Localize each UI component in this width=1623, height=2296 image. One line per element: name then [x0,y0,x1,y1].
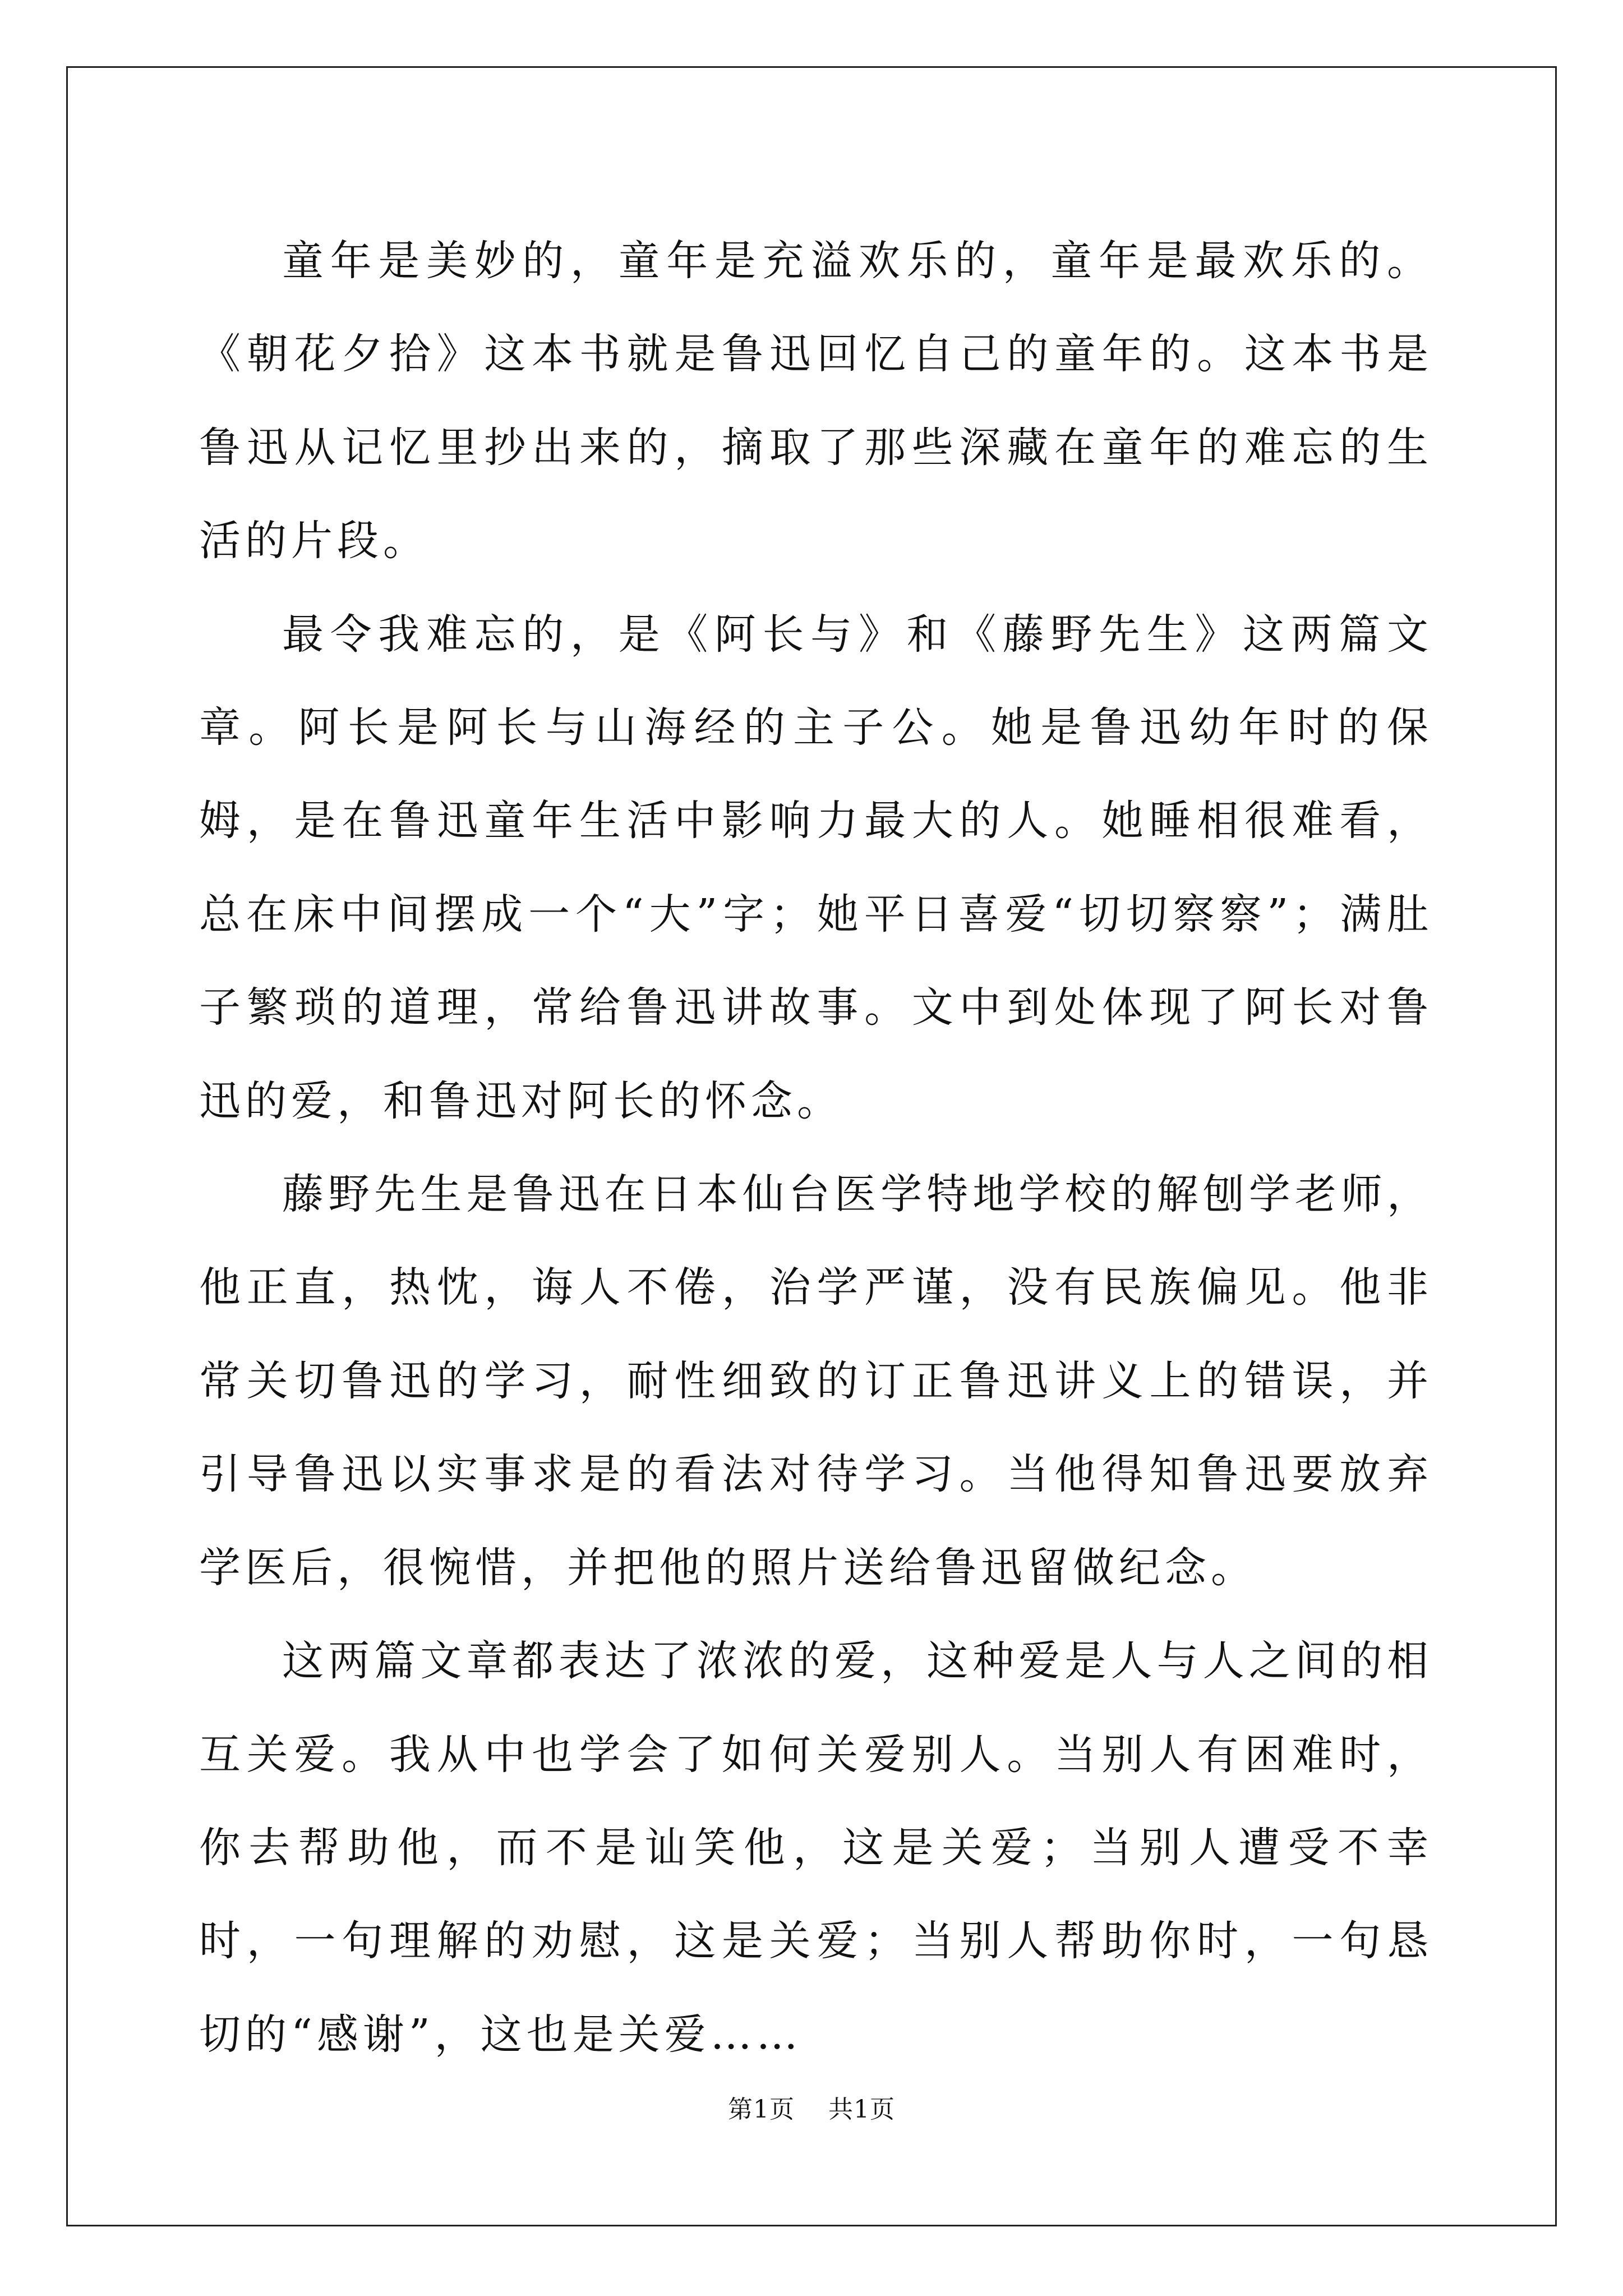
page-total: 共1页 [828,2095,895,2124]
paragraph-4: 这两篇文章都表达了浓浓的爱，这种爱是人与人之间的相互关爱。我从中也学会了如何关爱别人。当别人有困难时，你去帮助他，而不是讪笑他，这是关爱；当别人遭受不幸时，一句理解的劝慰，这是关爱；当别人帮助你时，一句恳切的“感谢”，这也是关爱…… [199,1637,1433,2059]
paragraph-1: 童年是美妙的，童年是充溢欢乐的，童年是最欢乐的。《朝花夕拾》这本书就是鲁迅回忆自己的童年的。这本书是鲁迅从记忆里抄出来的，摘取了那些深藏在童年的难忘的生活的片段。 [199,237,1433,565]
document-body [199,214,1433,2081]
paragraph-3: 藤野先生是鲁迅在日本仙台医学特地学校的解刨学老师，他正直，热忱，诲人不倦，治学严谨，没有民族偏见。他非常关切鲁迅的学习，耐性细致的订正鲁迅讲义上的错误，并引导鲁迅以实事求是的看法对待学习。当他得知鲁迅要放弃学医后，很惋惜，并把他的照片送给鲁迅留做纪念。 [199,1170,1433,1592]
page-number: 第1页 [728,2095,795,2124]
page-footer [0,2093,1623,2127]
paragraph-2: 最令我难忘的，是《阿长与》和《藤野先生》这两篇文章。阿长是阿长与山海经的主子公。她是鲁迅幼年时的保姆，是在鲁迅童年生活中影响力最大的人。她睡相很难看，总在床中间摆成一个“大”字；她平日喜爱“切切察察”；满肚子繁琐的道理，常给鲁迅讲故事。文中到处体现了阿长对鲁迅的爱，和鲁迅对阿长的怀念。 [199,610,1433,1125]
